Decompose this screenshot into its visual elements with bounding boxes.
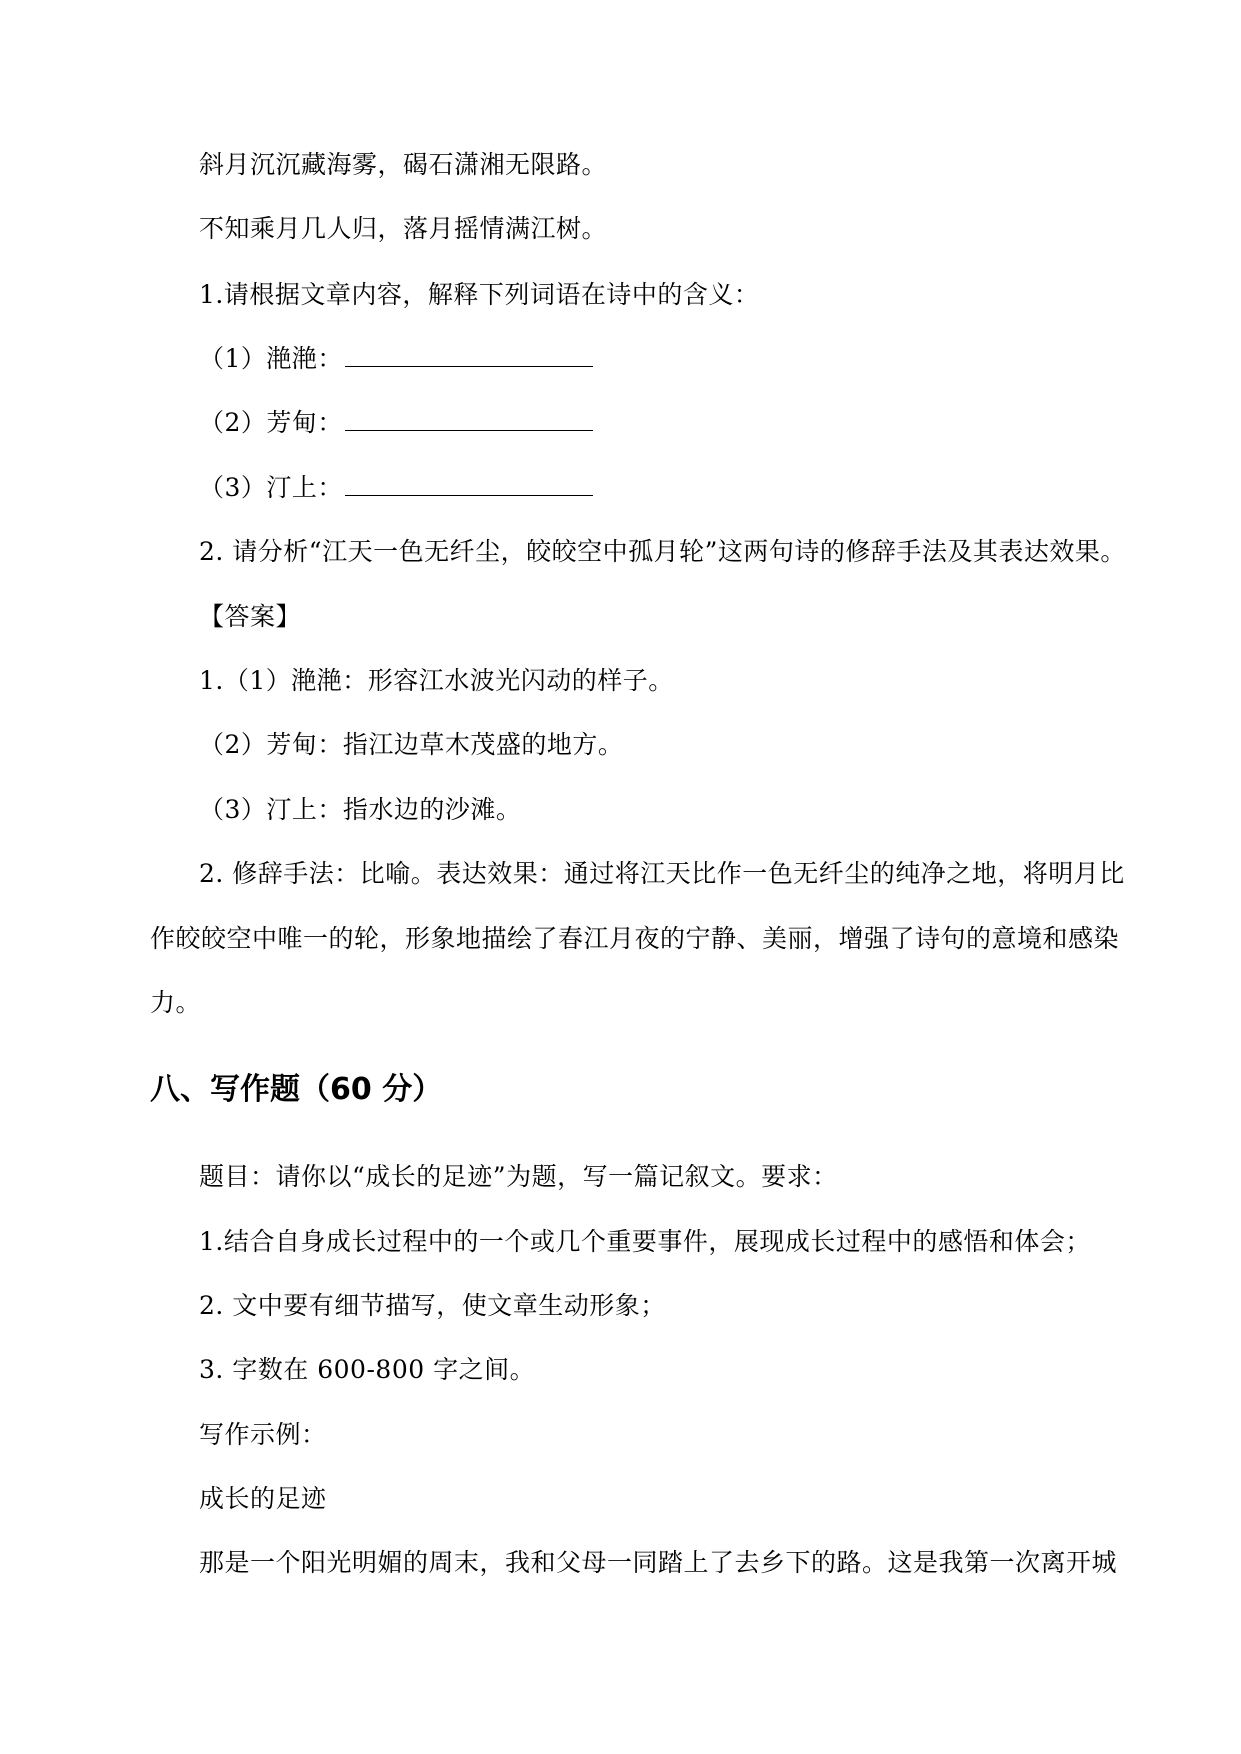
writing-example-title: 成长的足迹 <box>199 1484 327 1513</box>
question-1-item-3 <box>199 471 593 505</box>
answer-blank-3[interactable] <box>345 473 593 496</box>
section-heading-writing: 八、写作题（60 分） <box>150 1072 443 1107</box>
question-2: 2. 请分析“江天一色无纤尘，皎皎空中孤月轮”这两句诗的修辞手法及其表达效果。 <box>199 537 1126 566</box>
writing-example-label: 写作示例： <box>199 1420 327 1449</box>
answer-1-3: （3）汀上：指水边的沙滩。 <box>199 795 522 824</box>
writing-prompt: 题目：请你以“成长的足迹”为题，写一篇记叙文。要求： <box>199 1162 838 1191</box>
writing-requirement-1: 1.结合自身成长过程中的一个或几个重要事件，展现成长过程中的感悟和体会； <box>199 1227 1091 1256</box>
question-1-item-3-label: （3）汀上： <box>199 473 343 502</box>
writing-requirement-3: 3. 字数在 600-800 字之间。 <box>199 1355 536 1384</box>
poem-line-1: 斜月沉沉藏海雾，碣石潇湘无限路。 <box>199 150 608 179</box>
answer-1-2: （2）芳甸：指江边草木茂盛的地方。 <box>199 730 624 759</box>
answer-2-line-3: 力。 <box>150 988 202 1017</box>
writing-requirement-2: 2. 文中要有细节描写，使文章生动形象； <box>199 1291 666 1320</box>
writing-example-text: 那是一个阳光明媚的周末，我和父母一同踏上了去乡下的路。这是我第一次离开城 <box>199 1548 1118 1577</box>
answer-1-1: 1.（1）滟滟：形容江水波光闪动的样子。 <box>199 666 674 695</box>
question-1-item-1-label: （1）滟滟： <box>199 344 343 373</box>
answer-label: 【答案】 <box>199 602 302 631</box>
answer-blank-1[interactable] <box>345 344 593 367</box>
question-1-item-2 <box>199 406 593 440</box>
question-1-item-1 <box>199 342 593 376</box>
answer-2-line-1: 2. 修辞手法：比喻。表达效果：通过将江天比作一色无纤尘的纯净之地，将明月比 <box>199 859 1125 888</box>
answer-2-line-2: 作皎皎空中唯一的轮，形象地描绘了春江月夜的宁静、美丽，增强了诗句的意境和感染 <box>150 924 1120 953</box>
question-1: 1.请根据文章内容，解释下列词语在诗中的含义： <box>199 280 760 309</box>
answer-blank-2[interactable] <box>345 408 593 431</box>
question-1-item-2-label: （2）芳甸： <box>199 408 343 437</box>
poem-line-2: 不知乘月几人归，落月摇情满江树。 <box>199 214 608 243</box>
